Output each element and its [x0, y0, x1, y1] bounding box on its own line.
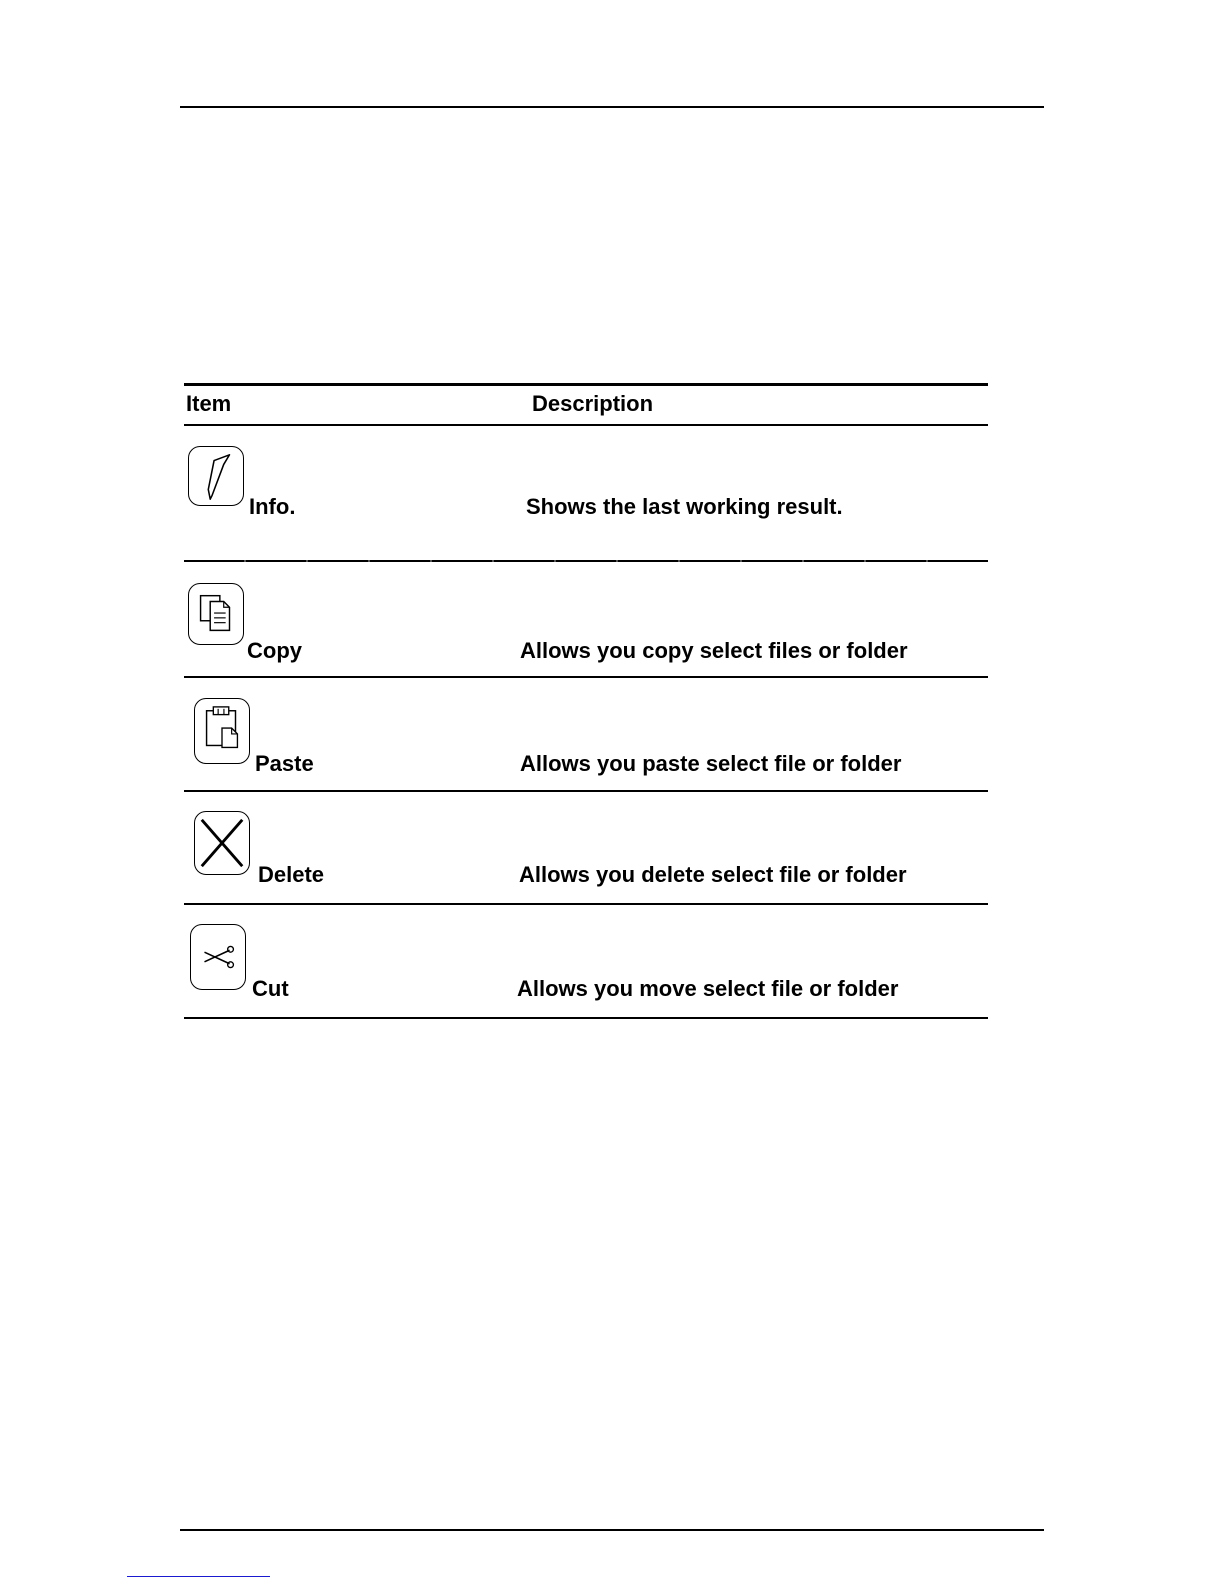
description-paste: Allows you paste select file or folder: [520, 751, 902, 776]
column-header-item: Item: [186, 391, 232, 416]
table-top-rule: [184, 383, 988, 386]
row-divider: [184, 560, 988, 562]
description-copy: Allows you copy select files or folder: [520, 638, 908, 663]
item-label-paste: Paste: [255, 751, 314, 776]
pen-icon[interactable]: [188, 446, 244, 506]
item-label-copy: Copy: [247, 638, 302, 663]
close-x-icon[interactable]: [194, 811, 250, 875]
description-info: Shows the last working result.: [526, 494, 843, 519]
row-divider: [184, 676, 988, 678]
header-rule: [180, 106, 1044, 108]
description-cut: Allows you move select file or folder: [517, 976, 899, 1001]
table-header-rule: [184, 424, 988, 426]
column-header-description: Description: [532, 391, 654, 416]
footer-rule: [180, 1529, 1044, 1531]
description-delete: Allows you delete select file or folder: [519, 862, 907, 887]
item-label-info: Info.: [249, 494, 296, 519]
copy-icon[interactable]: [188, 583, 244, 645]
item-label-delete: Delete: [258, 862, 325, 887]
row-divider: [184, 903, 988, 905]
row-divider: [184, 790, 988, 792]
scissors-icon[interactable]: [190, 924, 246, 990]
footer-link-underline[interactable]: [127, 1576, 270, 1577]
item-label-cut: Cut: [252, 976, 289, 1001]
paste-icon[interactable]: [194, 698, 250, 764]
table-bottom-rule: [184, 1017, 988, 1019]
